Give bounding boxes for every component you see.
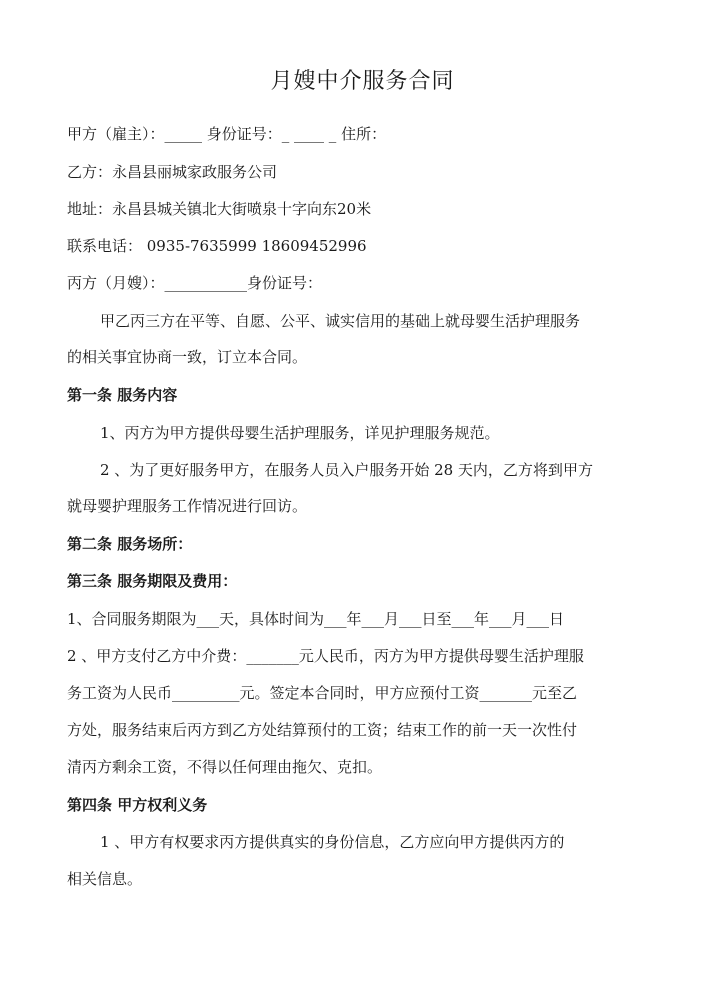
party-c-line: 丙方（月嫂）：___________身份证号： xyxy=(67,274,323,292)
article-3-item-2-line-1: 2 、甲方支付乙方中介费：_______元人民币，丙方为甲方提供母婴生活护理服 xyxy=(67,647,584,665)
phone-line: 联系电话： 0935-7635999 18609452996 xyxy=(67,237,367,255)
article-3-item-1: 1、合同服务期限为___天，具体时间为___年___月___日至___年___月___日 xyxy=(67,610,565,628)
article-1-item-2-line-2: 就母婴护理服务工作情况进行回访。 xyxy=(67,497,308,515)
article-4-item-1-line-1: 1 、甲方有权要求丙方提供真实的身份信息，乙方应向甲方提供丙方的 xyxy=(100,833,565,851)
party-a-line: 甲方（雇主）：_____ 身份证号：_ ____ _ 住所： xyxy=(67,125,387,143)
article-3-item-2-line-4: 清丙方剩余工资，不得以任何理由拖欠、克扣。 xyxy=(67,758,383,776)
article-4-heading: 第四条 甲方权利义务 xyxy=(67,796,208,814)
document-title: 月嫂中介服务合同 xyxy=(270,69,455,94)
article-1-item-2-line-1: 2 、为了更好服务甲方，在服务人员入户服务开始 28 天内，乙方将到甲方 xyxy=(100,461,593,479)
article-1-heading: 第一条 服务内容 xyxy=(67,386,178,404)
intro-paragraph-line-2: 的相关事宜协商一致，订立本合同。 xyxy=(67,348,308,366)
article-3-heading: 第三条 服务期限及费用： xyxy=(67,572,238,590)
article-4-item-1-line-2: 相关信息。 xyxy=(67,870,143,888)
article-3-item-2-line-2: 务工资为人民币_________元。签定本合同时，甲方应预付工资_______元至乙 xyxy=(67,684,578,702)
address-line: 地址：永昌县城关镇北大街喷泉十字向东20米 xyxy=(67,200,372,218)
article-3-item-2-line-3: 方处，服务结束后丙方到乙方处结算预付的工资；结束工作的前一天一次性付 xyxy=(67,721,578,739)
intro-paragraph-line-1: 甲乙丙三方在平等、自愿、公平、诚实信用的基础上就母婴生活护理服务 xyxy=(100,312,581,330)
party-b-line: 乙方：永昌县丽城家政服务公司 xyxy=(67,163,278,181)
article-1-item-1: 1、丙方为甲方提供母婴生活护理服务，详见护理服务规范。 xyxy=(100,424,500,442)
article-2-heading: 第二条 服务场所： xyxy=(67,535,193,553)
